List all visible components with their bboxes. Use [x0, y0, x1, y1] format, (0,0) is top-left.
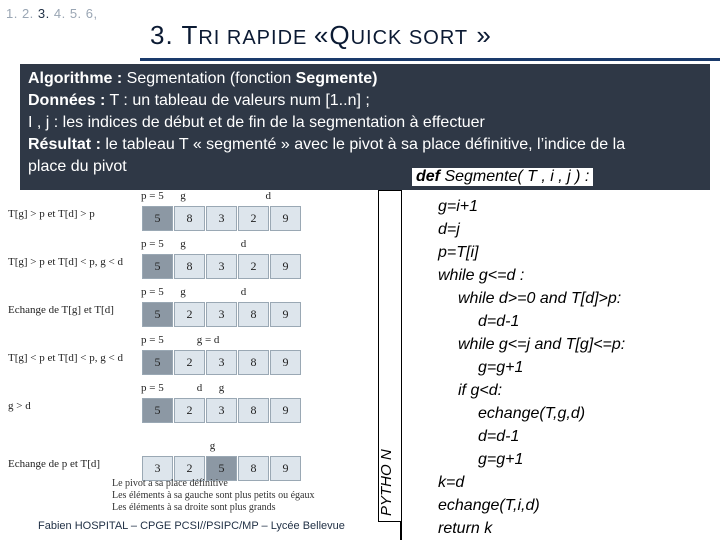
array-cell: 3: [142, 456, 173, 481]
note-1: Le pivot a sa place définitive: [112, 478, 228, 489]
array-cell: 9: [270, 206, 301, 231]
data-heading: Données :: [28, 92, 106, 109]
result-heading: Résultat :: [28, 136, 101, 153]
footer-credit: Fabien HOSPITAL – CPGE PCSI//PSIPC/MP – Lycée Bellevue: [38, 520, 345, 532]
def-signature: Segmente( T , i , j ) :: [440, 168, 590, 185]
algo-heading: Algorithme :: [28, 70, 123, 87]
array-cell: 3: [206, 350, 237, 375]
row-step-label: g > d: [8, 400, 31, 412]
row-pointer-label: p = 5 d g: [141, 382, 225, 394]
row-pointer-label: p = 5 g d: [141, 190, 271, 202]
array-cell: 5: [142, 350, 173, 375]
code-line: g=i+1: [438, 198, 479, 215]
array-cell: 9: [270, 302, 301, 327]
code-line: while g<=d :: [438, 267, 525, 284]
array-cell: 3: [206, 206, 237, 231]
array-cell: 8: [238, 302, 269, 327]
algorithm-box: [20, 64, 710, 190]
array-cell: 9: [270, 254, 301, 279]
array-cell: 8: [174, 254, 205, 279]
nav-current: 3.: [37, 6, 50, 21]
code-line: k=d: [438, 474, 465, 491]
array-cell: 5: [206, 456, 237, 481]
array-row: [142, 254, 302, 279]
array-cell: 5: [142, 206, 173, 231]
nav-after: 4. 5. 6,: [49, 6, 98, 21]
indices-desc: I , j : les indices de début et de fin de la segmentation à effectuer: [28, 114, 485, 131]
illustration-notes: [112, 478, 314, 514]
array-cell: 3: [206, 302, 237, 327]
code-line: while g<=j and T[g]<=p:: [458, 336, 626, 353]
code-line: d=d-1: [478, 428, 520, 445]
array-cell: 8: [238, 398, 269, 423]
result-desc-cont: place du pivot: [28, 158, 127, 175]
row-step-label: T[g] > p et T[d] < p, g < d: [8, 256, 123, 268]
array-row: [142, 398, 302, 423]
result-desc: le tableau T « segmenté » avec le pivot à sa place définitive, l’indice de la: [100, 136, 626, 153]
code-line: p=T[i]: [438, 244, 479, 261]
note-3: Les éléments à sa droite sont plus grands: [112, 502, 276, 513]
row-step-label: T[g] > p et T[d] > p: [8, 208, 95, 220]
page-title: [150, 20, 492, 51]
algo-line-2: [28, 90, 704, 112]
row-step-label: Echange de T[g] et T[d]: [8, 304, 114, 316]
array-cell: 3: [206, 398, 237, 423]
array-cell: 2: [174, 398, 205, 423]
row-step-label: T[g] < p et T[d] < p, g < d: [8, 352, 123, 364]
title-part-5: »: [468, 20, 492, 50]
array-cell: 5: [142, 398, 173, 423]
code-line: g=g+1: [478, 451, 524, 468]
array-cell: 9: [270, 456, 301, 481]
algo-desc: Segmentation (fonction: [122, 70, 296, 87]
note-2: Les éléments à sa gauche sont plus petits ou égaux: [112, 490, 315, 501]
array-cell: 3: [206, 254, 237, 279]
array-row: [142, 302, 302, 327]
array-cell: 2: [238, 206, 269, 231]
code-line: g=g+1: [478, 359, 524, 376]
array-cell: 8: [238, 350, 269, 375]
algo-line-1: [28, 68, 704, 90]
array-cell: 2: [174, 350, 205, 375]
algo-line-3: [28, 112, 704, 134]
array-cell: 9: [270, 398, 301, 423]
array-cell: 8: [174, 206, 205, 231]
title-underline: [140, 58, 720, 61]
algo-line-5: [28, 156, 704, 178]
row-step-label: Echange de p et T[d]: [8, 458, 101, 470]
title-part-1: 3. T: [150, 20, 199, 50]
array-cell: 9: [270, 350, 301, 375]
python-label: PYTHO N: [378, 449, 395, 516]
title-part-3: «Q: [313, 20, 351, 50]
array-cell: 5: [142, 254, 173, 279]
array-cell: 2: [174, 456, 205, 481]
algo-line-4: [28, 134, 704, 156]
python-code-panel: [400, 190, 720, 540]
code-line: echange(T,i,d): [438, 497, 540, 514]
array-row: [142, 206, 302, 231]
code-line: d=j: [438, 221, 460, 238]
title-part-2: RI RAPIDE: [198, 27, 314, 49]
data-desc: T : un tableau de valeurs num [1..n] ;: [105, 92, 370, 109]
array-cell: 5: [142, 302, 173, 327]
row-pointer-label: p = 5 g d: [141, 286, 247, 298]
row-pointer-label: p = 5 g d: [141, 238, 247, 250]
array-cell: 8: [238, 456, 269, 481]
def-keyword: def: [416, 168, 440, 185]
array-row: [142, 350, 302, 375]
slide-navigation: [6, 6, 98, 21]
algo-func-name: Segmente): [295, 70, 378, 87]
code-line: echange(T,g,d): [478, 405, 586, 422]
code-line: d=d-1: [478, 313, 520, 330]
array-cell: 2: [174, 302, 205, 327]
nav-before: 1. 2.: [6, 6, 38, 21]
code-def-line: [412, 168, 593, 186]
row-pointer-label: p = 5 g = d: [141, 334, 220, 346]
title-part-4: UICK SORT: [350, 27, 469, 49]
code-line: return k: [438, 520, 493, 537]
array-cell: 2: [238, 254, 269, 279]
code-line: while d>=0 and T[d]>p:: [458, 290, 622, 307]
row-pointer-label: g: [141, 440, 216, 452]
code-line: if g<d:: [458, 382, 503, 399]
